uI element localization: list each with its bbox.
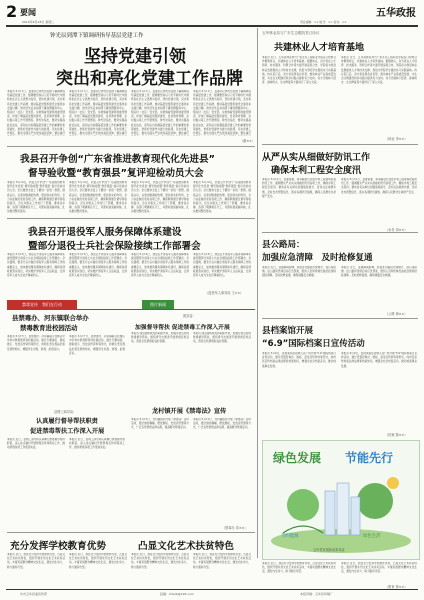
forestry-title: 共建林业人才培育基地 (274, 43, 365, 53)
drug-c-body-col2: 本报讯 团县委积极发挥职能作用，加强对挂点村的禁毒督导帮扶，组织青年志愿者开展禁毒宣传活动，营造全民禁毒的良好氛围。 (193, 332, 251, 344)
schools-title-line2: 凸显文化艺术扶贫特色 (138, 541, 234, 552)
ad-line-2: 绿色生活 (363, 534, 381, 539)
lead-title-line1: 坚持党建引领 (84, 47, 186, 67)
archives-body-col2: 本报讯 6月9日，县档案馆在县城人民广场开展“6.9”国际档案日宣传活动，通过设置咨询台、展板、派发宣传资料等形式，向市民宣传档案法律法规和档案知识，增强全社会档案意识，推动档案事业发展。 (341, 352, 417, 368)
drug-b-body-col2: 本报讯 近日，县网工商导局认真履行禁毒督导帮扶职责，深入挂点镇村开展禁毒宣传和帮扶工作，推动禁毒各项工作落到实处。 (69, 438, 125, 450)
flood-title-line2: 确保本利工程安全度汛 (271, 166, 362, 176)
energy-ad (262, 440, 420, 560)
lead-body-col4: 本报讯 6月11日，县委书记钟光辰到潭下镇调研指导基层党建工作，强调要坚持以习近平新时代中国特色社会主义思想为指导，坚持党建引领，突出和亮化党建工作品牌，推动基层党组织建设全面进步全面过硬。钟光辰先后来到潭下镇党群服务中心、相关村（社区）党支部，实地察看党建阵地建设情况，详细了解基层党组织建设、党员教育管理、乡村振兴等工作开展情况。钟光辰指出，要切实提高政治站位，深刻认识加强基层党建工作的重要性和紧迫性，把抓好党建作为最大的政绩，压实党建工作责任，推动全面从严治党向基层延伸。要注重打 (193, 90, 251, 136)
right-divider-2 (262, 232, 418, 233)
lead-title-line2: 突出和亮化党建工作品牌 (56, 69, 243, 89)
veterans-title-line1: 我县召开退役军人服务保障体系建设 (28, 227, 182, 238)
schools-body-col1: 本报讯 近日，我县充分发挥学校教育优势，凸显文化艺术扶贫特色，组织开展系列文化艺术扶贫活动，丰富贫困群众精神文化生活，激发内生动力，助力脱贫攻坚。 (7, 553, 65, 569)
schools-body-col3: 本报讯 近日，我县充分发挥学校教育优势，凸显文化艺术扶贫特色，组织开展系列文化艺术扶贫活动，丰富贫困群众精神文化生活，激发内生动力，助力脱贫攻坚。 (131, 553, 189, 569)
campaign-body-col2: 本报讯 6月14日，我县召开争创“广东省推进教育现代化先进县”督导验收暨“教育强县”复评迎检动员大会。会议要求全县上下要进一步统一思想，提高认识，以更加饱满的热情、更加务实的作风，全力以赴做好迎检各项工作，确保顺利通过督导验收和复评。会议对相关工作进行了部署，要求各乡镇、各部门明确责任分工，对照标准查漏补缺，扎实推进整改落实。 (69, 181, 127, 214)
lead-credit: （谢××） (240, 139, 255, 143)
drug-d-body-col1: 本报讯 6月15日，龙村镇组织开展《禁毒法》宣传活动，通过悬挂横幅、摆放展板、发放宣传册等方式，广泛宣传禁毒法律法规，提高群众禁毒意识。 (131, 418, 189, 430)
left-divider-2 (7, 218, 255, 219)
drug-b-body-col1: 本报讯 近日，县网工商导局认真履行禁毒督导帮扶职责，深入挂点镇村开展禁毒宣传和帮扶工作，推动禁毒各项工作落到实处。 (7, 438, 65, 450)
editors-line: 责任编辑：×× 版式：×× 校对：×× (300, 20, 347, 24)
archives-title-line1: 县档案馆开展 (262, 326, 314, 336)
drug-banner: 禁毒宣传 我们在行动 (7, 300, 77, 309)
veterans-body-col1: 本报讯 6月13日，我县召开退役军人服务保障体系建设暨部分退役士兵社会保险接续工作部署会。会议强调，要充分认识做好退役军人服务保障工作的重要意义，加快推进服务保障体系建设，确保各项政策落实到位，切实维护退役军人合法权益，让退役军人成为全社会尊重的人。 (7, 253, 65, 278)
campaign-body-col3: 本报讯 6月14日，我县召开争创“广东省推进教育现代化先进县”督导验收暨“教育强县”复评迎检动员大会。会议要求全县上下要进一步统一思想，提高认识，以更加饱满的热情、更加务实的作风，全力以赴做好迎检各项工作，确保顺利通过督导验收和复评。会议对相关工作进行了部署，要求各乡镇、各部门明确责任分工，对照标准查漏补缺，扎实推进整改落实。 (131, 181, 189, 214)
campaign-title-line2: 督导验收暨“教育强县”复评迎检动员大会 (28, 168, 204, 179)
forestry-credit: （林业 李××） (385, 137, 408, 141)
lead-body-col3: 本报讯 6月11日，县委书记钟光辰到潭下镇调研指导基层党建工作，强调要坚持以习近平新时代中国特色社会主义思想为指导，坚持党建引领，突出和亮化党建工作品牌，推动基层党组织建设全面进步全面过硬。钟光辰先后来到潭下镇党群服务中心、相关村（社区）党支部，实地察看党建阵地建设情况，详细了解基层党组织建设、党员教育管理、乡村振兴等工作开展情况。钟光辰指出，要切实提高政治站位，深刻认识加强基层党建工作的重要性和紧迫性，把抓好党建作为最大的政绩，压实党建工作责任，推动全面从严治党向基层延伸。要注重打 (131, 90, 189, 136)
lead-body-col2: 本报讯 6月11日，县委书记钟光辰到潭下镇调研指导基层党建工作，强调要坚持以习近平新时代中国特色社会主义思想为指导，坚持党建引领，突出和亮化党建工作品牌，推动基层党组织建设全面进步全面过硬。钟光辰先后来到潭下镇党群服务中心、相关村（社区）党支部，实地察看党建阵地建设情况，详细了解基层党组织建设、党员教育管理、乡村振兴等工作开展情况。钟光辰指出，要切实提高政治站位，深刻认识加强基层党建工作的重要性和紧迫性，把抓好党建作为最大的政绩，压实党建工作责任，推动全面从严治党向基层延伸。要注重打 (69, 90, 127, 136)
veterans-title-line2: 暨部分退役士兵社会保险接续工作部署会 (28, 241, 201, 252)
drug-a-body-col1: 本报讯 6月17日，县禁毒办、河东镇联合在辖区中学举办禁毒教育进校园活动，通过专题讲座、展板展示、发放宣传资料等形式，向师生普及毒品危害及预防知识，增强学生识毒、防毒、拒毒意识。 (7, 335, 65, 351)
right-divider-3 (262, 318, 418, 319)
drug-d-body-col2: 本报讯 6月15日，龙村镇组织开展《禁毒法》宣传活动，通过悬挂横幅、摆放展板、发放宣传册等方式，广泛宣传禁毒法律法规，提高群众禁毒意识。 (193, 418, 251, 430)
footer-mid: 投稿：zhxzb@126.com (160, 592, 194, 596)
drug-a-title-line2: 禁毒教育进校园活动 (20, 324, 78, 332)
lead-kicker: 钟光辰到潭下镇调研指导基层党建工作 (50, 33, 144, 39)
drug-b-title-line2: 促进禁毒帮扶工作深入开展 (30, 428, 105, 435)
drug-a-title-line1: 县禁毒办、河东镇联合举办 (12, 314, 89, 322)
photo-news-label: 图片新闻 (142, 300, 174, 309)
page-number: 2 (6, 2, 18, 21)
ad-footer: 五华县发展和改革局宣 (313, 548, 345, 552)
campaign-body-col1: 本报讯 6月14日，我县召开争创“广东省推进教育现代化先进县”督导验收暨“教育强县”复评迎检动员大会。会议要求全县上下要进一步统一思想，提高认识，以更加饱满的热情、更加务实的作风，全力以赴做好迎检各项工作，确保顺利通过督导验收和复评。会议对相关工作进行了部署，要求各乡镇、各部门明确责任分工，对照标准查漏补缺，扎实推进整改落实。 (7, 181, 65, 214)
drug-d-title: 龙村镇开展《禁毒法》宣传 (152, 408, 227, 415)
left-divider-3 (7, 532, 255, 533)
veterans-body-col2: 本报讯 6月13日，我县召开退役军人服务保障体系建设暨部分退役士兵社会保险接续工作部署会。会议强调，要充分认识做好退役军人服务保障工作的重要意义，加快推进服务保障体系建设，确保各项政策落实到位，切实维护退役军人合法权益，让退役军人成为全社会尊重的人。 (69, 253, 127, 278)
emergency-title-line2: 加强应急清障 及时抢修复通 (262, 253, 373, 263)
archives-title-line2: “6.9”国际档案日宣传活动 (262, 339, 365, 349)
drug-c-kicker: 团县委： (183, 314, 196, 318)
drug-a-body-col2: 本报讯 6月17日，县禁毒办、河东镇联合在辖区中学举办禁毒教育进校园活动，通过专题讲座、展板展示、发放宣传资料等形式，向师生普及毒品危害及预防知识，增强学生识毒、防毒、拒毒意识。 (69, 335, 125, 355)
flood-body-col1: 本报讯 6月12日，县委常委、常务副县长到县水利工程现场检查防汛工作，强调要从严从实从细做好防汛各项工作，确保水利工程安全度汛。要求各有关单位加强值班值守，密切关注雨情水情，及时发布预警信息，落实各项防范措施，确保人民群众生命财产安全。 (262, 178, 336, 198)
emergency-credit: （公路 黄××） (385, 312, 408, 316)
footer-right: 本报印刷：五华县印刷厂 (300, 592, 334, 596)
ad-slogan-blue: 节能先行 (345, 451, 394, 465)
ad-line-1: 节约能源 (281, 534, 299, 539)
left-divider-1 (7, 146, 255, 147)
veterans-body-col3: 本报讯 6月13日，我县召开退役军人服务保障体系建设暨部分退役士兵社会保险接续工作部署会。会议强调，要充分认识做好退役军人服务保障工作的重要意义，加快推进服务保障体系建设，确保各项政策落实到位，切实维护退役军人合法权益，让退役军人成为全社会尊重的人。 (131, 253, 189, 278)
schools-title-line1: 充分发挥学校教育优势 (10, 541, 106, 552)
schools-body-col2: 本报讯 近日，我县充分发挥学校教育优势，凸显文化艺术扶贫特色，组织开展系列文化艺术扶贫活动，丰富贫困群众精神文化生活，激发内生动力，助力脱贫攻坚。 (69, 553, 127, 569)
ad-slogan-green: 绿色发展 (273, 451, 322, 465)
schools-body-col6: 本报讯 近日，我县充分发挥学校教育优势，凸显文化艺术扶贫特色，组织开展系列文化艺术扶贫活动，丰富贫困群众精神文化生活，激发内生动力，助力脱贫攻坚。 (341, 562, 417, 574)
emergency-body-col2: 本报讯 近日，受强降雨影响，我县部分路段出现塌方、落石等险情。县公路局迅速启动应急预案，组织人员和机械设备赶赴现场抢险清障，及时抢修复通，确保道路安全畅通。 (341, 266, 417, 278)
masthead-rule (6, 25, 418, 27)
right-divider-1 (262, 144, 418, 145)
emergency-title-line1: 县公路局： (262, 240, 305, 250)
footer-left: 中共五华县委宣传部 (20, 592, 48, 596)
campaign-body-col4: 本报讯 6月14日，我县召开争创“广东省推进教育现代化先进县”督导验收暨“教育强县”复评迎检动员大会。会议要求全县上下要进一步统一思想，提高认识，以更加饱满的热情、更加务实的作风，全力以赴做好迎检各项工作，确保顺利通过督导验收和复评。会议对相关工作进行了部署，要求各乡镇、各部门明确责任分工，对照标准查漏补缺，扎实推进整改落实。 (193, 181, 251, 214)
veterans-credit: （退役军人事务局 王××） (205, 291, 244, 295)
ad-illustration (263, 471, 419, 553)
issue-date: 2019年6月18日 星期二 (22, 20, 55, 24)
flood-body-col2: 本报讯 6月12日，县委常委、常务副县长到县水利工程现场检查防汛工作，强调要从严从实从细做好防汛各项工作，确保水利工程安全度汛。要求各有关单位加强值班值守，密切关注雨情水情，及时发布预警信息，落实各项防范措施，确保人民群众生命财产安全。 (341, 178, 417, 194)
drug-b-kicker: 县网工商导局： (54, 410, 77, 414)
schools-body-col5: 本报讯 近日，我县充分发挥学校教育优势，凸显文化艺术扶贫特色，组织开展系列文化艺术扶贫活动，丰富贫困群众精神文化生活，激发内生动力，助力脱贫攻坚。 (262, 562, 336, 574)
drug-banner-rule (7, 309, 255, 310)
emergency-body-col1: 本报讯 近日，受强降雨影响，我县部分路段出现塌方、落石等险情。县公路局迅速启动应急预案，组织人员和机械设备赶赴现场抢险清障，及时抢修复通，确保道路安全畅通。 (262, 266, 336, 278)
flood-credit: （水务 刘××） (385, 228, 408, 232)
archives-body-col1: 本报讯 6月9日，县档案馆在县城人民广场开展“6.9”国际档案日宣传活动，通过设置咨询台、展板、派发宣传资料等形式，向市民宣传档案法律法规和档案知识，增强全社会档案意识，推动档案事业发展。 (262, 352, 336, 368)
column-divider (257, 28, 258, 558)
footer-rule (6, 589, 418, 590)
schools-credit: （教育 钟××） (385, 585, 408, 589)
drug-c-body-col1: 本报讯 团县委积极发挥职能作用，加强对挂点村的禁毒督导帮扶，组织青年志愿者开展禁毒宣传活动，营造全民禁毒的良好氛围。 (131, 332, 189, 344)
drug-c-title: 加强督导帮扶 促进禁毒工作深入开展 (135, 325, 230, 331)
forestry-kicker: 五华林业局与广东生态眼院签订协议 (262, 31, 320, 35)
drug-b-title-line1: 认真履行督导帮扶职责 (36, 418, 98, 425)
flood-title-line1: 从严从实从细做好防讯工作 (262, 153, 371, 163)
campaign-title-line1: 我县召开争创“广东省推进教育现代化先进县” (20, 154, 215, 165)
veterans-body-col4: 本报讯 6月13日，我县召开退役军人服务保障体系建设暨部分退役士兵社会保险接续工作部署会。会议强调，要充分认识做好退役军人服务保障工作的重要意义，加快推进服务保障体系建设，确保各项政策落实到位，切实维护退役军人合法权益，让退役军人成为全社会尊重的人。 (193, 253, 251, 278)
forestry-body-col2: 本报讯 近日，五华县林业局与广东生态工程职业学院签订校地合作框架协议，共建林业人才培育基地。根据协议，双方将在人才培养、技术服务、科研合作等方面开展深度合作，学院将为我县林业发展提供人才和技术支撑，我县为学院学生提供实习实践基地。协议签订后，双方将发挥各自优势，推动林业产业高质量发展，为生态文明建设和乡村振兴提供有力支持。双方还就林下经济、森林防火、生态修复等方面进行了深入交流。 (341, 56, 417, 85)
forestry-body-col1: 本报讯 近日，五华县林业局与广东生态工程职业学院签订校地合作框架协议，共建林业人才培育基地。根据协议，双方将在人才培养、技术服务、科研合作等方面开展深度合作，学院将为我县林业发展提供人才和技术支撑，我县为学院学生提供实习实践基地。协议签订后，双方将发挥各自优势，推动林业产业高质量发展，为生态文明建设和乡村振兴提供有力支持。双方还就林下经济、森林防火、生态修复等方面进行了深入交流。 (262, 56, 336, 85)
brand-logo: 五华政报 (376, 8, 416, 19)
archives-credit: （档案 陈××） (385, 433, 408, 437)
section-title: 要闻 (20, 8, 36, 17)
schools-body-col4: 本报讯 近日，我县充分发挥学校教育优势，凸显文化艺术扶贫特色，组织开展系列文化艺术扶贫活动，丰富贫困群众精神文化生活，激发内生动力，助力脱贫攻坚。 (193, 553, 251, 569)
lead-body-col1: 本报讯 6月11日，县委书记钟光辰到潭下镇调研指导基层党建工作，强调要坚持以习近平新时代中国特色社会主义思想为指导，坚持党建引领，突出和亮化党建工作品牌，推动基层党组织建设全面进步全面过硬。钟光辰先后来到潭下镇党群服务中心、相关村（社区）党支部，实地察看党建阵地建设情况，详细了解基层党组织建设、党员教育管理、乡村振兴等工作开展情况。钟光辰指出，要切实提高政治站位，深刻认识加强基层党建工作的重要性和紧迫性，把抓好党建作为最大的政绩，压实党建工作责任，推动全面从严治党向基层延伸。要注重打 (7, 90, 65, 136)
drug-credit: （禁毒办 邓××） (222, 526, 248, 530)
